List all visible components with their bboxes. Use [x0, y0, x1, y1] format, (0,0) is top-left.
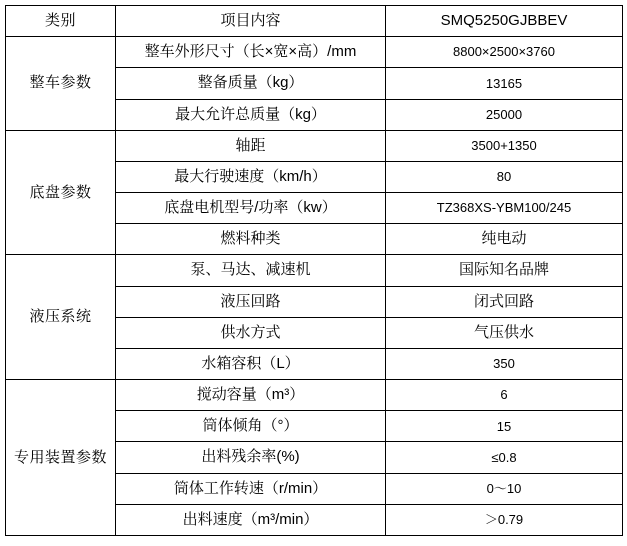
item-cell: 水箱容积（L） — [116, 348, 386, 379]
value-cell: 6 — [386, 380, 623, 411]
item-cell: 底盘电机型号/功率（kw） — [116, 193, 386, 224]
item-cell: 最大行驶速度（km/h） — [116, 161, 386, 192]
value-cell: 0～10 — [386, 473, 623, 504]
category-cell: 专用装置参数 — [6, 380, 116, 536]
value-cell: 13165 — [386, 68, 623, 99]
header-value: SMQ5250GJBBEV — [386, 6, 623, 37]
value-cell: 国际知名品牌 — [386, 255, 623, 286]
value-cell: 15 — [386, 411, 623, 442]
category-cell: 液压系统 — [6, 255, 116, 380]
item-cell: 出料速度（m³/min） — [116, 504, 386, 535]
value-cell: 350 — [386, 348, 623, 379]
table-row — [6, 380, 623, 411]
item-cell: 筒体工作转速（r/min） — [116, 473, 386, 504]
value-cell: 3500+1350 — [386, 130, 623, 161]
value-cell: 气压供水 — [386, 317, 623, 348]
value-cell: ≤0.8 — [386, 442, 623, 473]
value-cell: 纯电动 — [386, 224, 623, 255]
category-cell: 整车参数 — [6, 37, 116, 131]
header-item: 项目内容 — [116, 6, 386, 37]
table-header-row — [6, 6, 623, 37]
item-cell: 供水方式 — [116, 317, 386, 348]
table-body — [6, 6, 623, 536]
item-cell: 最大允许总质量（kg） — [116, 99, 386, 130]
item-cell: 整备质量（kg） — [116, 68, 386, 99]
item-cell: 轴距 — [116, 130, 386, 161]
item-cell: 筒体倾角（°） — [116, 411, 386, 442]
value-cell: ＞0.79 — [386, 504, 623, 535]
item-cell: 搅动容量（m³） — [116, 380, 386, 411]
table-row — [6, 255, 623, 286]
specification-table — [5, 5, 623, 536]
item-cell: 出料残余率(%) — [116, 442, 386, 473]
value-cell: 8800×2500×3760 — [386, 37, 623, 68]
category-cell: 底盘参数 — [6, 130, 116, 255]
item-cell: 泵、马达、减速机 — [116, 255, 386, 286]
table-row — [6, 37, 623, 68]
table-row — [6, 130, 623, 161]
value-cell: 闭式回路 — [386, 286, 623, 317]
header-category: 类别 — [6, 6, 116, 37]
item-cell: 燃料种类 — [116, 224, 386, 255]
value-cell: TZ368XS-YBM100/245 — [386, 193, 623, 224]
item-cell: 液压回路 — [116, 286, 386, 317]
value-cell: 25000 — [386, 99, 623, 130]
item-cell: 整车外形尺寸（长×宽×高）/mm — [116, 37, 386, 68]
value-cell: 80 — [386, 161, 623, 192]
